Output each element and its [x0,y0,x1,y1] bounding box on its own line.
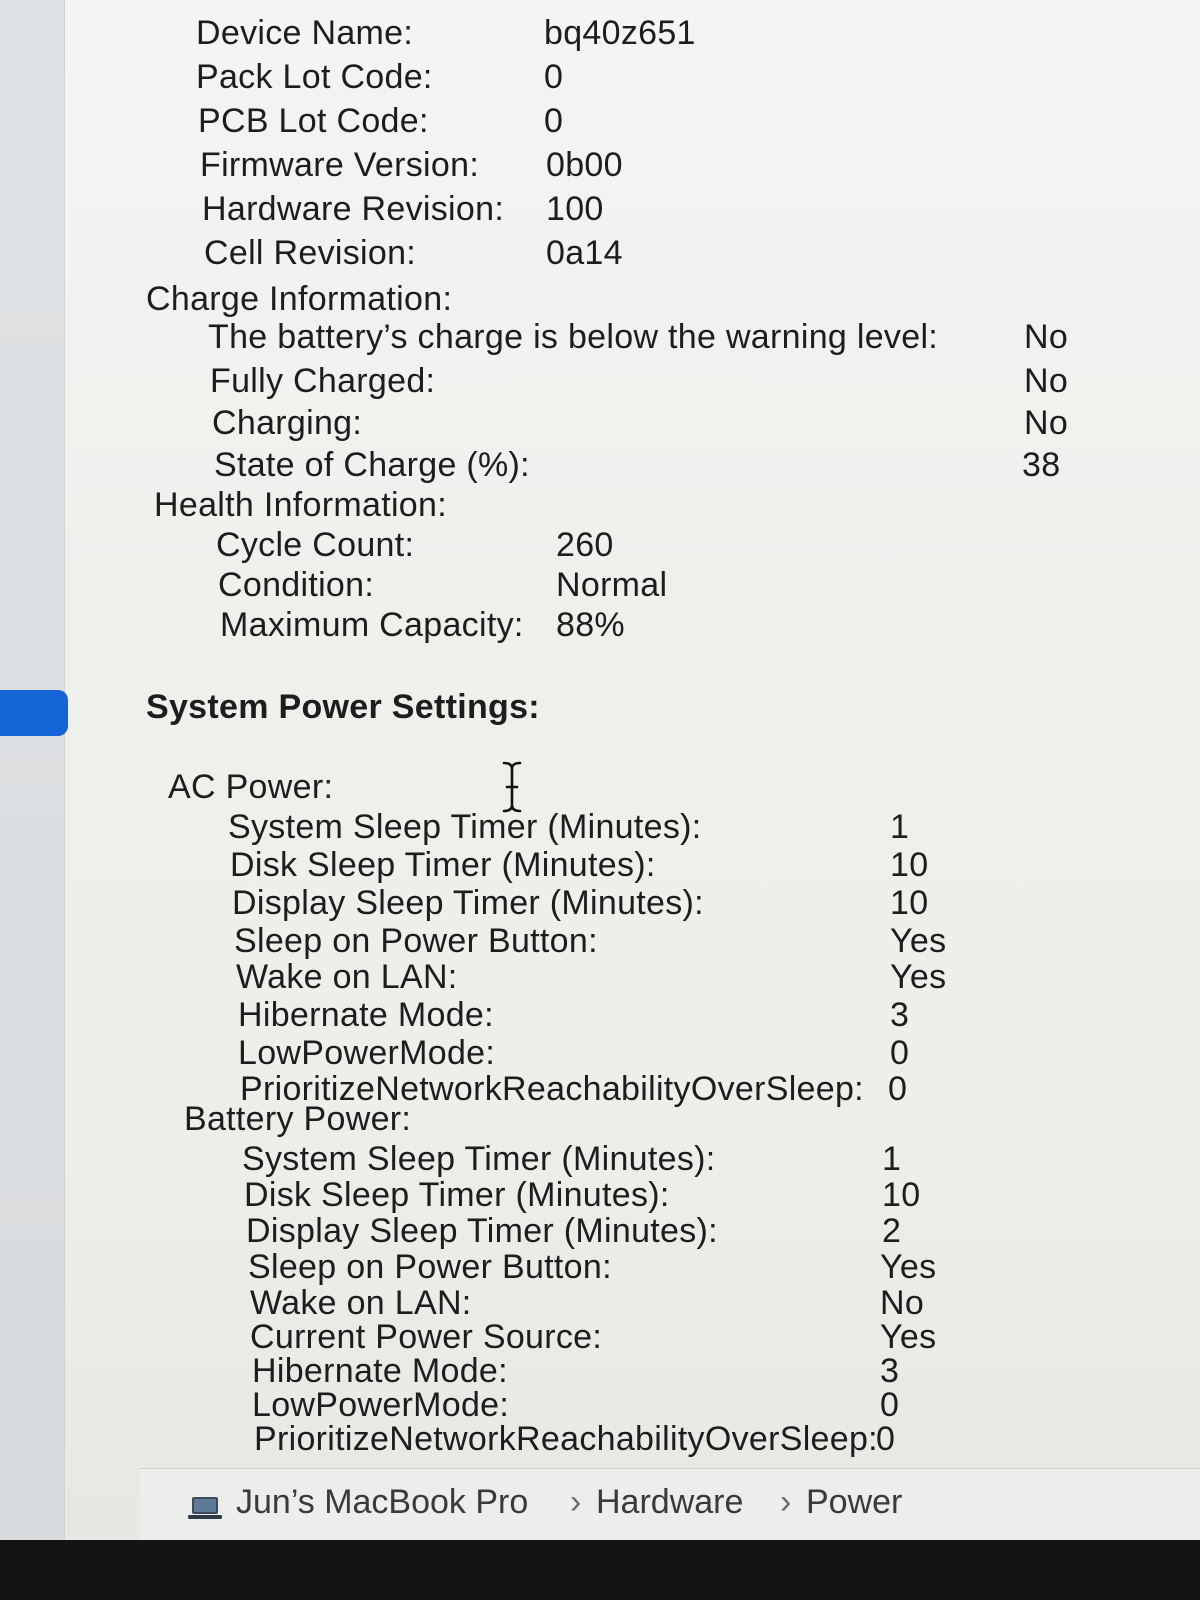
health-information-heading: Health Information: [154,486,447,524]
maximum-capacity-label: Maximum Capacity: [220,606,524,644]
firmware-version-label: Firmware Version: [200,146,480,184]
ac-sleep-power-button-value: Yes [890,922,947,960]
breadcrumb [140,1468,1200,1541]
charging-value: No [1024,404,1069,442]
pack-lot-code-value: 0 [544,58,564,96]
hardware-revision-label: Hardware Revision: [202,190,505,228]
breadcrumb-item-power[interactable]: Power [806,1483,903,1521]
screen-bezel [0,1540,1200,1600]
ac-disk-sleep-label: Disk Sleep Timer (Minutes): [230,846,656,884]
ac-wake-on-lan-value: Yes [890,958,947,996]
ac-prioritize-network-label: PrioritizeNetworkReachabilityOverSleep: [240,1070,864,1108]
ac-hibernate-mode-value: 3 [890,996,910,1034]
breadcrumb-item-computer[interactable]: Jun’s MacBook Pro [236,1483,529,1521]
cell-revision-value: 0a14 [546,234,623,272]
sidebar-selected-item[interactable] [0,690,68,736]
pcb-lot-code-value: 0 [544,102,564,140]
device-name-label: Device Name: [196,14,414,52]
breadcrumb-separator: › [570,1483,582,1521]
battery-current-power-source-label: Current Power Source: [250,1318,603,1356]
ac-display-sleep-value: 10 [890,884,929,922]
condition-label: Condition: [218,566,375,604]
battery-sleep-power-button-value: Yes [880,1248,937,1286]
battery-hibernate-mode-value: 3 [880,1352,900,1390]
charge-information-heading: Charge Information: [146,280,453,318]
ac-low-power-mode-value: 0 [890,1034,910,1072]
text-cursor-icon [500,760,524,814]
maximum-capacity-value: 88% [556,606,625,644]
condition-value: Normal [556,566,668,604]
breadcrumb-item-hardware[interactable]: Hardware [596,1483,744,1521]
battery-wake-on-lan-value: No [880,1284,925,1322]
ac-system-sleep-value: 1 [890,808,910,846]
battery-low-power-mode-label: LowPowerMode: [252,1386,510,1424]
ac-system-sleep-label: System Sleep Timer (Minutes): [228,808,702,846]
ac-disk-sleep-value: 10 [890,846,929,884]
battery-disk-sleep-label: Disk Sleep Timer (Minutes): [244,1176,670,1214]
charging-label: Charging: [212,404,363,442]
ac-sleep-power-button-label: Sleep on Power Button: [234,922,598,960]
ac-power-heading: AC Power: [168,768,334,806]
pack-lot-code-label: Pack Lot Code: [196,58,433,96]
fully-charged-label: Fully Charged: [210,362,436,400]
state-of-charge-label: State of Charge (%): [214,446,530,484]
hardware-revision-value: 100 [546,190,604,228]
pcb-lot-code-label: PCB Lot Code: [198,102,429,140]
cycle-count-value: 260 [556,526,614,564]
ac-wake-on-lan-label: Wake on LAN: [236,958,458,996]
power-details-pane [64,0,1200,1480]
battery-wake-on-lan-label: Wake on LAN: [250,1284,472,1322]
battery-system-sleep-label: System Sleep Timer (Minutes): [242,1140,716,1178]
battery-prioritize-network-value: 0 [876,1420,896,1458]
sidebar [0,0,65,1540]
breadcrumb-separator: › [780,1483,792,1521]
battery-low-power-mode-value: 0 [880,1386,900,1424]
charge-warning-label: The battery’s charge is below the warning level: [208,318,939,356]
fully-charged-value: No [1024,362,1069,400]
system-power-settings-heading: System Power Settings: [146,688,540,726]
cell-revision-label: Cell Revision: [204,234,417,272]
battery-display-sleep-label: Display Sleep Timer (Minutes): [246,1212,718,1250]
battery-system-sleep-value: 1 [882,1140,902,1178]
ac-prioritize-network-value: 0 [888,1070,908,1108]
device-name-value: bq40z651 [544,14,696,52]
battery-prioritize-network-label: PrioritizeNetworkReachabilityOverSleep: [254,1420,878,1458]
battery-display-sleep-value: 2 [882,1212,902,1250]
state-of-charge-value: 38 [1022,446,1061,484]
cycle-count-label: Cycle Count: [216,526,415,564]
ac-display-sleep-label: Display Sleep Timer (Minutes): [232,884,704,922]
battery-power-heading: Battery Power: [184,1100,412,1138]
firmware-version-value: 0b00 [546,146,623,184]
ac-low-power-mode-label: LowPowerMode: [238,1034,496,1072]
battery-sleep-power-button-label: Sleep on Power Button: [248,1248,612,1286]
ac-hibernate-mode-label: Hibernate Mode: [238,996,494,1034]
battery-hibernate-mode-label: Hibernate Mode: [252,1352,508,1390]
battery-disk-sleep-value: 10 [882,1176,921,1214]
laptop-icon [188,1495,222,1521]
battery-current-power-source-value: Yes [880,1318,937,1356]
charge-warning-value: No [1024,318,1069,356]
